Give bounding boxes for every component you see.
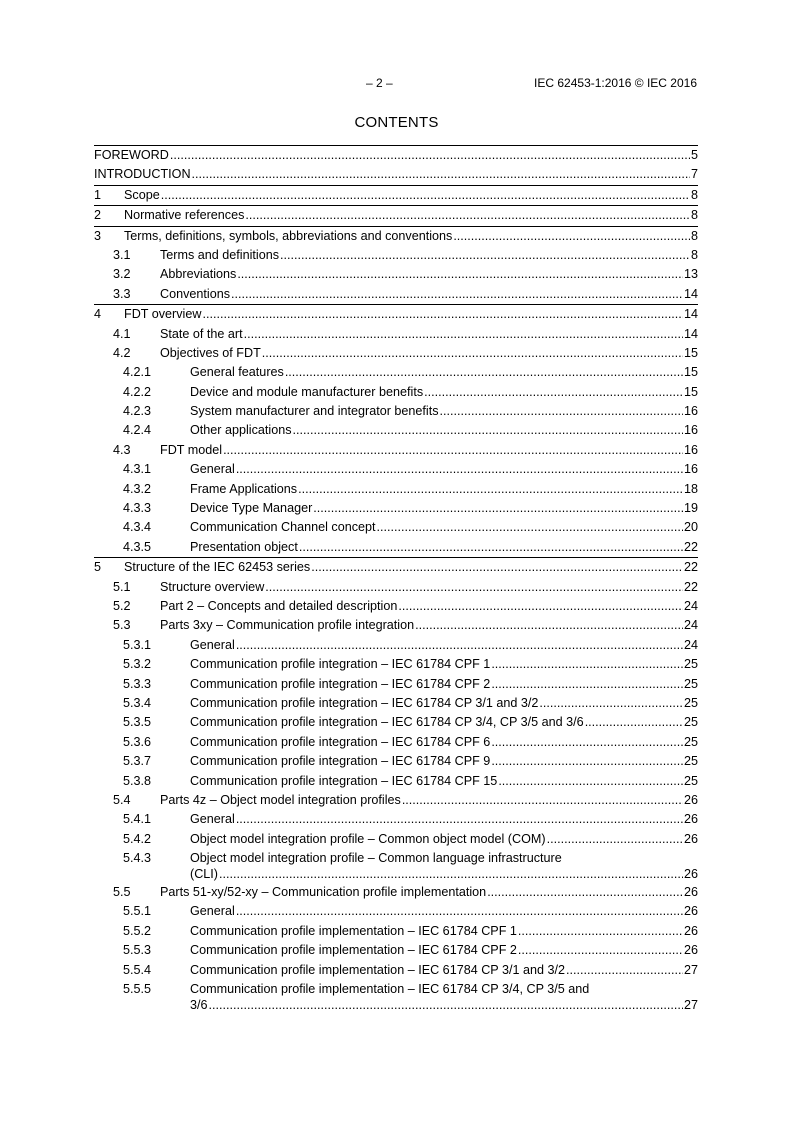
toc-entry-page: 14 — [683, 326, 698, 341]
toc-entry-title-continued: 3/6 — [190, 998, 208, 1013]
toc-entry-title: System manufacturer and integrator benefits — [190, 404, 439, 419]
toc-entry[interactable] — [94, 518, 698, 537]
toc-entry-title: General — [190, 904, 235, 919]
toc-entry-page: 25 — [683, 695, 698, 710]
dot-leader — [539, 695, 683, 711]
toc-entry-page: 20 — [683, 520, 698, 535]
toc-entry-number: 3.1 — [113, 247, 131, 262]
dot-leader — [402, 792, 683, 808]
toc-entry-number: 5.1 — [113, 579, 131, 594]
toc-entry-title: Communication profile implementation – IEC 61784 CPF 2 — [190, 943, 517, 958]
toc-entry[interactable] — [94, 441, 698, 460]
toc-entry-number: 5.2 — [113, 598, 131, 613]
toc-entry[interactable] — [94, 363, 698, 382]
toc-entry[interactable] — [94, 480, 698, 499]
toc-entry-number: 5.5.3 — [123, 943, 152, 958]
toc-entry-page: 27 — [683, 962, 698, 977]
toc-entry-title: Communication profile implementation – IEC 61784 CP 3/1 and 3/2 — [190, 962, 565, 977]
toc-entry-title: Parts 4z – Object model integration profiles — [160, 792, 401, 807]
toc-entry[interactable] — [94, 265, 698, 284]
dot-leader — [236, 811, 683, 827]
toc-entry-title: Communication profile integration – IEC 61784 CPF 9 — [190, 754, 491, 769]
toc-entry[interactable] — [94, 344, 698, 363]
toc-entry-page: 22 — [683, 579, 698, 594]
dot-leader — [299, 539, 683, 555]
toc-entry-page: 25 — [683, 676, 698, 691]
toc-entry-number: 5.3.4 — [123, 695, 152, 710]
toc-entry-number: 5.4.3 — [123, 851, 152, 866]
dot-leader — [498, 773, 683, 789]
toc-entry-page: 16 — [683, 442, 698, 457]
toc-entry-page: 5 — [690, 148, 698, 162]
toc-entry[interactable] — [94, 902, 698, 921]
toc-entry-page: 15 — [683, 365, 698, 380]
dot-leader — [491, 656, 683, 672]
toc-entry-page: 26 — [683, 923, 698, 938]
toc-entry-title: Communication profile integration – IEC 61784 CP 3/1 and 3/2 — [190, 695, 539, 710]
toc-entry[interactable] — [94, 675, 698, 694]
toc-entry[interactable] — [94, 636, 698, 655]
toc-entry[interactable] — [94, 185, 698, 205]
toc-entry-title-continued: (CLI) — [190, 867, 218, 882]
dot-leader — [547, 831, 683, 847]
toc-entry-page: 14 — [683, 286, 698, 301]
toc-entry-page: 24 — [683, 598, 698, 613]
dot-leader — [223, 442, 683, 458]
dot-leader — [219, 866, 683, 882]
toc-entry-number: 4.1 — [113, 326, 131, 341]
toc-entry-page: 24 — [683, 637, 698, 652]
toc-entry[interactable] — [94, 285, 698, 304]
toc-entry-page: 15 — [683, 384, 698, 399]
toc-entry-number: 1 — [94, 187, 102, 202]
toc-entry-number: 2 — [94, 208, 102, 223]
toc-entry-title: FOREWORD — [94, 148, 169, 162]
toc-entry-title: Communication profile integration – IEC 61784 CP 3/4, CP 3/5 and 3/6 — [190, 715, 584, 730]
toc-entry-number: 5.3.3 — [123, 676, 152, 691]
toc-entry-title: Scope — [124, 187, 160, 202]
toc-entry[interactable] — [94, 616, 698, 635]
toc-entry[interactable] — [94, 304, 698, 324]
toc-entry-number: 5.5.2 — [123, 923, 152, 938]
toc-entry[interactable] — [94, 499, 698, 518]
toc-entry[interactable] — [94, 694, 698, 713]
dot-leader — [293, 422, 683, 438]
dot-leader — [487, 884, 683, 900]
toc-entry-page: 15 — [683, 345, 698, 360]
toc-entry[interactable] — [94, 810, 698, 829]
toc-entry-title: Frame Applications — [190, 481, 298, 496]
toc-entry-number: 5.5 — [113, 885, 131, 900]
dot-leader — [161, 187, 690, 203]
toc-entry-page: 26 — [683, 885, 698, 900]
toc-entry-title: General features — [190, 365, 284, 380]
toc-entry-number: 4.2.4 — [123, 423, 152, 438]
toc-entry-title: FDT model — [160, 442, 223, 457]
toc-entry-title: Object model integration profile – Common language infrastructure — [190, 851, 562, 866]
toc-entry-number: 3.3 — [113, 286, 131, 301]
toc-entry-page: 24 — [683, 618, 698, 633]
toc-entry-page: 25 — [683, 754, 698, 769]
toc-entry[interactable] — [94, 830, 698, 849]
toc-entry-number: 5.3.5 — [123, 715, 152, 730]
toc-entry-number: 5.3.8 — [123, 773, 152, 788]
dot-leader — [585, 714, 683, 730]
toc-entry-number: 4.3.5 — [123, 539, 152, 554]
toc-entry-title: Communication profile integration – IEC 61784 CPF 6 — [190, 734, 491, 749]
dot-leader — [518, 923, 683, 939]
toc-entry-continuation-row — [190, 997, 698, 1013]
toc-entry-title: Communication profile integration – IEC 61784 CPF 1 — [190, 657, 491, 672]
toc-entry-page: 16 — [683, 462, 698, 477]
toc-entry-title: Structure of the IEC 62453 series — [124, 560, 311, 575]
toc-entry-title: State of the art — [160, 326, 243, 341]
dot-leader — [265, 579, 683, 595]
dot-leader — [192, 166, 690, 182]
toc-entry-number: 3.2 — [113, 267, 131, 282]
toc-entry[interactable] — [94, 597, 698, 616]
toc-entry-title: Objectives of FDT — [160, 345, 261, 360]
page-title: CONTENTS — [354, 114, 439, 131]
toc-entry-title: Other applications — [190, 423, 292, 438]
toc-entry[interactable] — [94, 922, 698, 941]
toc-entry-title-block — [190, 981, 698, 1013]
toc-entry-title: FDT overview — [124, 307, 202, 322]
toc-entry-number: 4.3.4 — [123, 520, 152, 535]
toc-entry[interactable] — [94, 205, 698, 225]
toc-entry[interactable] — [94, 752, 698, 771]
dot-leader — [245, 207, 690, 223]
toc-entry-number: 5.4.2 — [123, 831, 152, 846]
toc-entry-number: 4.3 — [113, 442, 131, 457]
toc-entry[interactable] — [94, 961, 698, 980]
toc-entry-page: 25 — [683, 773, 698, 788]
dot-leader — [202, 306, 683, 322]
dot-leader — [491, 676, 683, 692]
toc-entry[interactable] — [94, 883, 698, 902]
toc-entry-title: Communication profile implementation – IEC 61784 CPF 1 — [190, 923, 517, 938]
toc-entry[interactable] — [94, 325, 698, 344]
toc-entry-number: 4.2.3 — [123, 404, 152, 419]
toc-entry-page: 8 — [690, 247, 698, 262]
toc-entry-page: 26 — [683, 812, 698, 827]
dot-leader — [280, 247, 690, 263]
toc-entry-title: General — [190, 812, 235, 827]
toc-entry-title: Normative references — [124, 208, 245, 223]
toc-entry-page: 26 — [683, 831, 698, 846]
toc-entry-number: 4 — [94, 307, 102, 322]
dot-leader — [236, 903, 683, 919]
toc-entry-number: 3 — [94, 228, 102, 243]
dot-leader — [262, 345, 683, 361]
dot-leader — [311, 559, 683, 575]
toc-entry-page: 27 — [683, 998, 698, 1013]
toc-entry[interactable] — [94, 165, 698, 184]
toc-entry-page: 18 — [683, 481, 698, 496]
toc-entry-page: 8 — [690, 228, 698, 243]
dot-leader — [236, 461, 683, 477]
toc-entry-page: 25 — [683, 715, 698, 730]
toc-entry-number: 5 — [94, 560, 102, 575]
table-of-contents — [94, 145, 698, 1014]
toc-entry-title: Parts 51-xy/52-xy – Communication profile implementation — [160, 885, 487, 900]
toc-entry-title: Device and module manufacturer benefits — [190, 384, 424, 399]
dot-leader — [453, 228, 690, 244]
dot-leader — [285, 364, 683, 380]
toc-entry-page: 25 — [683, 734, 698, 749]
toc-entry[interactable] — [94, 713, 698, 732]
toc-entry-title: General — [190, 637, 235, 652]
dot-leader — [170, 147, 690, 163]
dot-leader — [209, 997, 683, 1013]
toc-entry-number: 4.3.1 — [123, 462, 152, 477]
toc-entry-continuation-row — [190, 866, 698, 882]
toc-entry-page: 26 — [683, 867, 698, 882]
toc-entry-page: 14 — [683, 307, 698, 322]
toc-entry-number: 5.5.5 — [123, 982, 152, 997]
toc-entry-number: 5.3.6 — [123, 734, 152, 749]
toc-entry[interactable] — [94, 538, 698, 557]
document-reference: IEC 62453-1:2016 © IEC 2016 — [534, 76, 697, 90]
toc-entry-number: 4.2.2 — [123, 384, 152, 399]
toc-entry[interactable] — [94, 849, 698, 883]
toc-entry-title: Terms, definitions, symbols, abbreviations and conventions — [124, 228, 453, 243]
toc-entry[interactable] — [94, 980, 698, 1014]
toc-entry[interactable] — [94, 383, 698, 402]
toc-entry-number: 4.3.3 — [123, 501, 152, 516]
toc-entry-page: 13 — [683, 267, 698, 282]
toc-entry-title: Structure overview — [160, 579, 265, 594]
toc-entry-title: Part 2 – Concepts and detailed description — [160, 598, 398, 613]
page-number: – 2 – — [366, 76, 393, 90]
toc-entry-title: Communication Channel concept — [190, 520, 376, 535]
dot-leader — [491, 734, 683, 750]
toc-entry-title: Communication profile integration – IEC 61784 CPF 2 — [190, 676, 491, 691]
toc-entry-page: 26 — [683, 943, 698, 958]
toc-entry-page: 8 — [690, 187, 698, 202]
toc-entry[interactable] — [94, 226, 698, 246]
toc-entry-title: Terms and definitions — [160, 247, 280, 262]
toc-entry[interactable] — [94, 655, 698, 674]
toc-entry-number: 5.5.1 — [123, 904, 152, 919]
toc-entry-title: Object model integration profile – Common object model (COM) — [190, 831, 546, 846]
dot-leader — [398, 598, 683, 614]
toc-entry-title: Communication profile integration – IEC 61784 CPF 15 — [190, 773, 498, 788]
toc-entry-page: 22 — [683, 539, 698, 554]
toc-entry[interactable] — [94, 772, 698, 791]
toc-entry-page: 16 — [683, 423, 698, 438]
toc-entry-number: 5.4.1 — [123, 812, 152, 827]
toc-entry-number: 5.4 — [113, 792, 131, 807]
toc-entry[interactable] — [94, 460, 698, 479]
toc-entry[interactable] — [94, 421, 698, 440]
dot-leader — [518, 942, 683, 958]
dot-leader — [491, 753, 683, 769]
toc-entry-number: 4.3.2 — [123, 481, 152, 496]
toc-entry[interactable] — [94, 941, 698, 960]
toc-entry-page: 26 — [683, 904, 698, 919]
toc-entry-title: INTRODUCTION — [94, 167, 191, 182]
toc-entry[interactable] — [94, 402, 698, 421]
toc-entry[interactable] — [94, 578, 698, 597]
toc-entry-title: General — [190, 462, 235, 477]
toc-entry-page: 16 — [683, 404, 698, 419]
toc-entry-page: 22 — [683, 560, 698, 575]
toc-entry-title: Communication profile implementation – IEC 61784 CP 3/4, CP 3/5 and — [190, 982, 590, 997]
dot-leader — [424, 384, 683, 400]
dot-leader — [298, 481, 683, 497]
toc-entry-number: 5.3.7 — [123, 754, 152, 769]
toc-entry[interactable] — [94, 145, 698, 165]
toc-entry[interactable] — [94, 557, 698, 577]
toc-entry-title: Abbreviations — [160, 267, 237, 282]
toc-entry-title: Presentation object — [190, 539, 298, 554]
dot-leader — [313, 500, 683, 516]
toc-entry-title: Parts 3xy – Communication profile integration — [160, 618, 415, 633]
toc-entry-page: 7 — [690, 167, 698, 182]
toc-entry-title: Device Type Manager — [190, 501, 313, 516]
toc-entry-page: 26 — [683, 792, 698, 807]
toc-entry-number: 4.2.1 — [123, 365, 152, 380]
toc-entry-number: 5.3 — [113, 618, 131, 633]
toc-entry-number: 5.5.4 — [123, 962, 152, 977]
dot-leader — [377, 519, 683, 535]
toc-entry-title-block — [190, 850, 698, 882]
toc-entry[interactable] — [94, 791, 698, 810]
toc-entry[interactable] — [94, 733, 698, 752]
toc-entry[interactable] — [94, 246, 698, 265]
toc-entry-page: 8 — [690, 208, 698, 223]
dot-leader — [415, 617, 683, 633]
toc-entry-number: 4.2 — [113, 345, 131, 360]
dot-leader — [236, 637, 683, 653]
toc-entry-number: 5.3.1 — [123, 637, 152, 652]
dot-leader — [244, 326, 683, 342]
toc-entry-page: 19 — [683, 501, 698, 516]
toc-entry-title: Conventions — [160, 286, 231, 301]
page-header — [0, 76, 793, 94]
dot-leader — [440, 403, 683, 419]
toc-entry-page: 25 — [683, 657, 698, 672]
toc-entry-number: 5.3.2 — [123, 657, 152, 672]
dot-leader — [231, 286, 683, 302]
dot-leader — [566, 962, 683, 978]
dot-leader — [237, 266, 683, 282]
